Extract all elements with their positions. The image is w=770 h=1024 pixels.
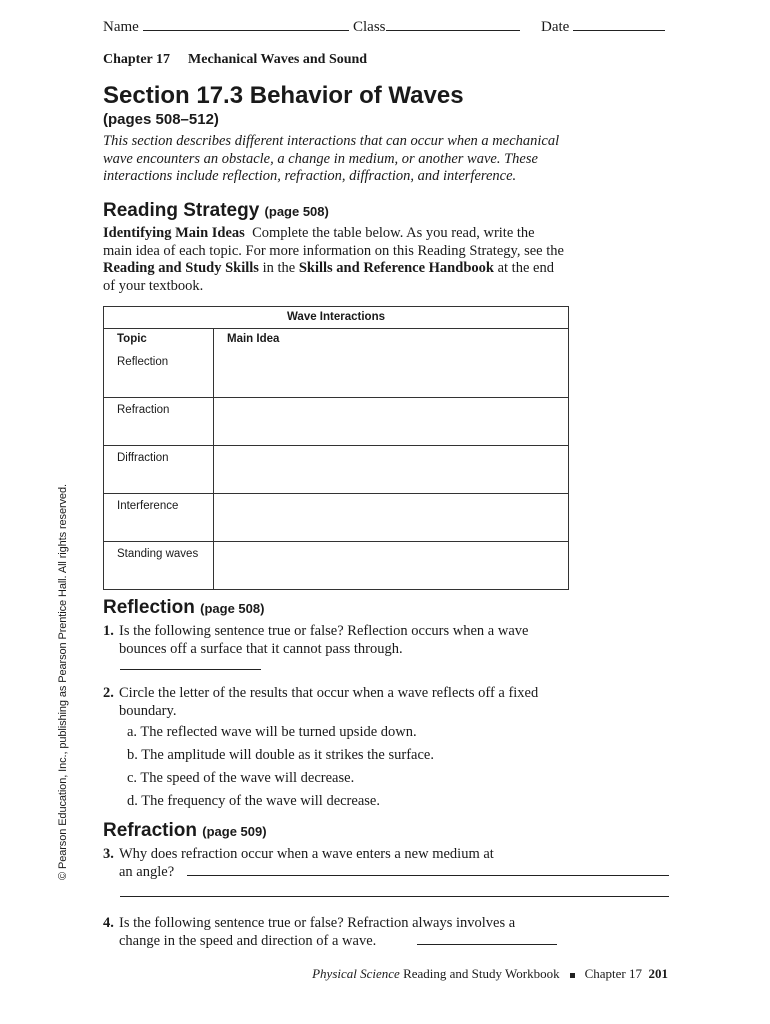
- table-row: [104, 494, 569, 542]
- reading-strategy-bold-1: Reading and Study Skills: [103, 260, 259, 276]
- class-label: Class: [353, 19, 386, 35]
- reading-strategy-text-3: at the end of your textbook.: [103, 260, 554, 294]
- question-2-option-b[interactable]: b. The amplitude will double as it strikes the surface.: [127, 747, 434, 763]
- wave-interactions-table: [103, 306, 569, 590]
- table-topic-cell: Diffraction: [104, 446, 214, 494]
- reflection-heading: [103, 597, 264, 619]
- question-2-option-a[interactable]: a. The reflected wave will be turned upside down.: [127, 724, 417, 740]
- reading-strategy-page-ref: (page 508): [264, 204, 329, 219]
- reading-strategy-text: [103, 225, 565, 295]
- table-topic-cell: Interference: [104, 494, 214, 542]
- reflection-page-ref: (page 508): [200, 601, 265, 616]
- section-intro: This section describes different interactions that can occur when a mechanical wave encounters an obstacle, a change in medium, or another wave. These interactions include reflection, refraction, diffraction, and interference.: [103, 133, 560, 184]
- table-row: [104, 350, 569, 398]
- section-pages: (pages 508–512): [103, 111, 219, 128]
- question-2: [103, 685, 563, 720]
- reading-strategy-lead: Identifying Main Ideas: [103, 225, 245, 241]
- table-main-idea-cell[interactable]: [214, 398, 569, 446]
- table-topic-cell: Reflection: [104, 350, 214, 398]
- question-4-text-line1: Is the following sentence true or false? Refraction always involves a: [119, 915, 516, 931]
- question-2-number: 2.: [103, 685, 114, 701]
- question-1-text: Is the following sentence true or false? Reflection occurs when a wave bounces off a surface that it cannot pass through.: [119, 623, 529, 657]
- name-blank[interactable]: [143, 16, 349, 31]
- footer-chapter: Chapter 17: [584, 966, 642, 981]
- question-3-text-line1: Why does refraction occur when a wave enters a new medium at: [119, 846, 494, 862]
- table-row: [104, 542, 569, 590]
- class-blank[interactable]: [386, 16, 520, 31]
- reading-strategy-text-1: Complete the table below. As you read, write the main idea of each topic. For more information on this Reading Strategy, see the: [103, 225, 564, 259]
- question-3-answer-line-2[interactable]: [120, 896, 669, 897]
- question-3-answer-line-1[interactable]: [187, 875, 669, 876]
- section-title: Section 17.3 Behavior of Waves: [103, 82, 464, 109]
- question-2-option-c[interactable]: c. The speed of the wave will decrease.: [127, 770, 355, 786]
- date-label: Date: [541, 19, 570, 35]
- table-caption: Wave Interactions: [104, 307, 569, 329]
- copyright-notice: © Pearson Education, Inc., publishing as Pearson Prentice Hall. All rights reserved.: [57, 484, 69, 880]
- table-main-idea-cell[interactable]: [214, 350, 569, 398]
- chapter-number: Chapter 17: [103, 52, 171, 67]
- name-field[interactable]: [103, 16, 349, 36]
- footer-book-rest: Reading and Study Workbook: [403, 966, 560, 981]
- question-2-text: Circle the letter of the results that occur when a wave reflects off a fixed boundary.: [119, 685, 539, 719]
- date-field[interactable]: [541, 16, 665, 36]
- question-3-number: 3.: [103, 846, 114, 862]
- table-topic-cell: Refraction: [104, 398, 214, 446]
- page-footer: [312, 966, 668, 982]
- wave-interactions-table-wrap: [103, 306, 569, 590]
- question-1: [103, 623, 553, 658]
- table-main-idea-cell[interactable]: [214, 446, 569, 494]
- table-main-idea-cell[interactable]: [214, 542, 569, 590]
- table-main-idea-cell[interactable]: [214, 494, 569, 542]
- reading-strategy-title: Reading Strategy: [103, 200, 260, 221]
- question-4-text-line2: change in the speed and direction of a wave.: [119, 932, 377, 949]
- refraction-heading: [103, 820, 267, 842]
- table-header-main-idea: Main Idea: [214, 329, 569, 351]
- reading-strategy-heading: [103, 200, 329, 222]
- chapter-line: [103, 52, 367, 68]
- question-4-number: 4.: [103, 915, 114, 931]
- footer-bullet-icon: [570, 973, 575, 978]
- question-2-option-d[interactable]: d. The frequency of the wave will decrease.: [127, 793, 380, 809]
- class-field[interactable]: [353, 16, 520, 36]
- table-header-topic: Topic: [104, 329, 214, 351]
- footer-book-italic: Physical Science: [312, 966, 400, 981]
- chapter-title: Mechanical Waves and Sound: [188, 52, 368, 67]
- refraction-page-ref: (page 509): [202, 824, 267, 839]
- table-row: [104, 446, 569, 494]
- question-4-answer-line[interactable]: [417, 944, 557, 945]
- reading-strategy-text-2: in the: [262, 260, 296, 276]
- question-1-answer-line[interactable]: [120, 669, 261, 670]
- refraction-title: Refraction: [103, 820, 197, 841]
- footer-page-number: 201: [648, 966, 668, 981]
- name-label: Name: [103, 19, 139, 35]
- table-topic-cell: Standing waves: [104, 542, 214, 590]
- question-3-text-line2: an angle?: [119, 863, 175, 880]
- reading-strategy-bold-2: Skills and Reference Handbook: [298, 260, 494, 276]
- question-1-number: 1.: [103, 623, 114, 639]
- date-blank[interactable]: [573, 16, 665, 31]
- reflection-title: Reflection: [103, 597, 195, 618]
- table-row: [104, 398, 569, 446]
